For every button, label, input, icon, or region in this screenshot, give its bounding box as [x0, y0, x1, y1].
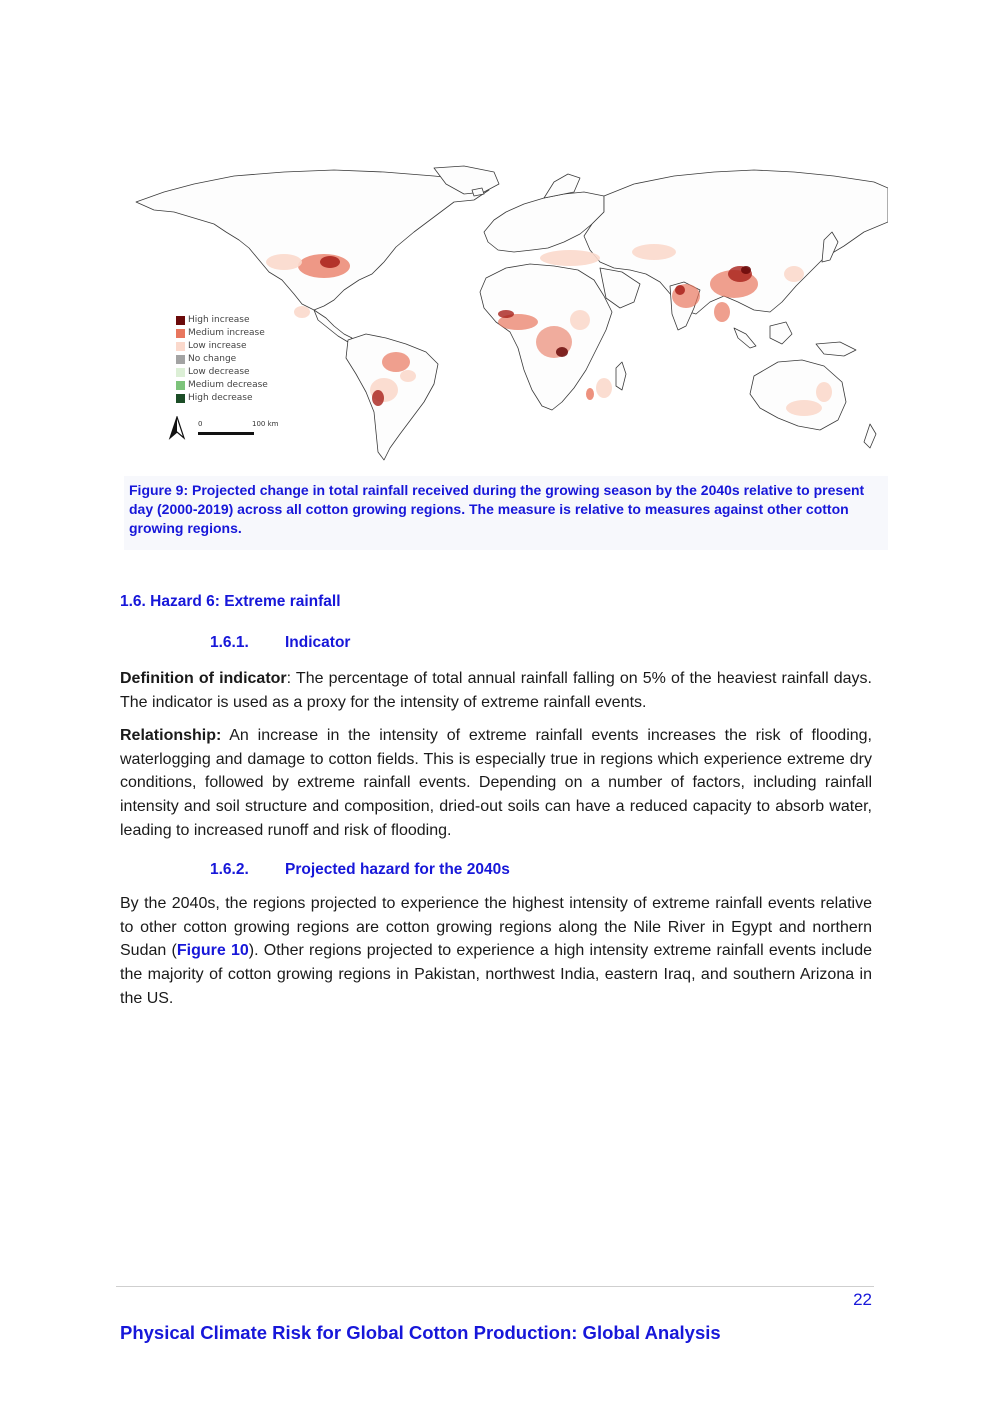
map-legend: [176, 314, 296, 405]
section-heading: 1.6. Hazard 6: Extreme rainfall: [120, 593, 341, 610]
legend-label: High decrease: [188, 393, 253, 403]
subsection-number: 1.6.1.: [210, 634, 249, 651]
legend-swatch: [176, 329, 185, 338]
new-zealand-outline: [864, 424, 876, 448]
legend-item: [176, 366, 296, 379]
legend-item: [176, 340, 296, 353]
definition-text: : The percentage of total annual rainfall falling on 5% of the heaviest rainfall days. The indicator is used as a proxy for the intensity of extreme rainfall events.: [120, 670, 872, 711]
footer-title: Physical Climate Risk for Global Cotton Production: Global Analysis: [120, 1322, 721, 1343]
legend-item: [176, 314, 296, 327]
madagascar-outline: [616, 362, 626, 390]
subsection-title: Projected hazard for the 2040s: [285, 861, 510, 878]
legend-label: Medium decrease: [188, 380, 268, 390]
subsection-number: 1.6.2.: [210, 861, 249, 878]
figure-9: [124, 150, 888, 550]
figure-caption-box: [124, 476, 888, 550]
subsection-title: Indicator: [285, 634, 351, 651]
definition-paragraph: [120, 667, 872, 714]
relationship-text: An increase in the intensity of extreme rainfall events increases the risk of flooding, waterlogging and damage to cotton fields. This is especially true in regions which experience extreme dry conditions, followed by extreme rainfall events. Depending on a number of factors, including rainfall intensity and soil structure and composition, dried-out soils can have a reduced capacity to absorb water, leading to increased runoff and risk of flooding.: [120, 727, 872, 839]
legend-label: No change: [188, 354, 237, 364]
legend-label: Low decrease: [188, 367, 250, 377]
legend-item: [176, 379, 296, 392]
new-guinea-outline: [816, 342, 856, 356]
borneo-outline: [770, 322, 792, 344]
relationship-paragraph: [120, 724, 872, 843]
subsection-heading-projected: [210, 861, 510, 879]
legend-swatch: [176, 342, 185, 351]
north-arrow-icon: [168, 416, 186, 440]
legend-swatch: [176, 368, 185, 377]
projection-paragraph: [120, 892, 872, 1011]
subsection-heading-indicator: [210, 634, 350, 652]
footer-divider: [116, 1286, 874, 1287]
legend-label: Medium increase: [188, 328, 265, 338]
scale-zero-label: 0: [198, 420, 203, 428]
projection-text-after: ). Other regions projected to experience a high intensity extreme rainfall events include the majority of cotton growing regions in Pakistan, northwest India, eastern Iraq, and southern Arizona in the US.: [120, 942, 872, 1007]
legend-swatch: [176, 316, 185, 325]
sumatra-outline: [734, 328, 756, 348]
figure-caption: Figure 9: Projected change in total rainfall received during the growing season by the 2040s relative to present day (2000-2019) across all cotton growing regions. The measure is relative to measures against other cotton growing regions.: [129, 482, 865, 536]
relationship-label: Relationship:: [120, 727, 222, 744]
legend-swatch: [176, 355, 185, 364]
north-america-outline: [136, 170, 489, 310]
map-scale: [168, 416, 288, 444]
europe-outline: [484, 192, 604, 252]
figure-10-link[interactable]: Figure 10: [176, 942, 249, 960]
legend-item: [176, 353, 296, 366]
central-america-outline: [314, 310, 352, 342]
definition-label: Definition of indicator: [120, 670, 287, 687]
projection-text-before: By the 2040s, the regions projected to experience the highest intensity of extreme rainfall events relative to other cotton growing regions are cotton growing regions along the Nile River in Egypt and northern Sudan (: [120, 895, 872, 960]
scale-bar: [198, 432, 254, 435]
legend-label: High increase: [188, 315, 250, 325]
page-number: 22: [853, 1290, 872, 1309]
legend-swatch: [176, 394, 185, 403]
legend-label: Low increase: [188, 341, 247, 351]
legend-item: [176, 327, 296, 340]
legend-item: [176, 392, 296, 405]
scale-distance-label: 100 km: [252, 420, 279, 428]
legend-swatch: [176, 381, 185, 390]
